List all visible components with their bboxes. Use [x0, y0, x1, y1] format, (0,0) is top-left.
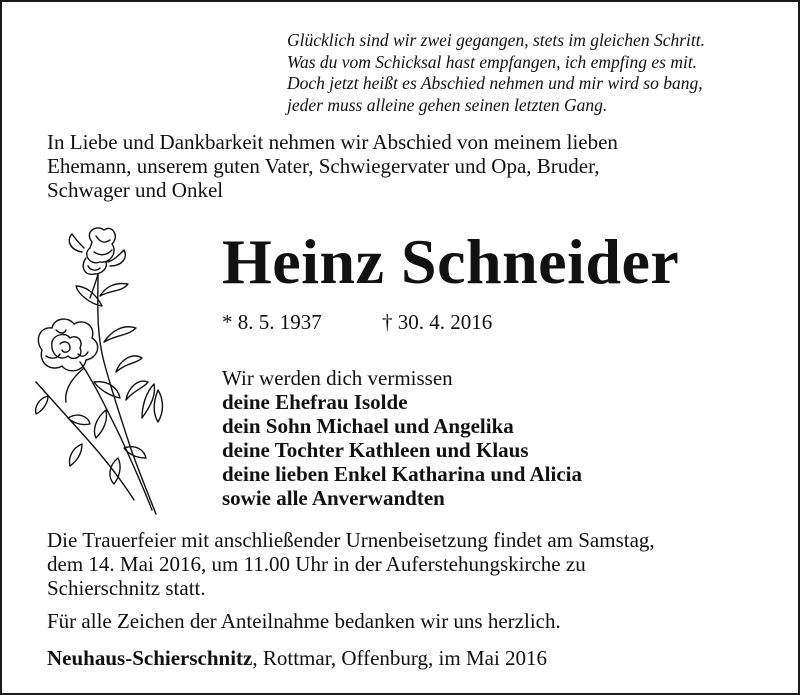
footer-place: Neuhaus-Schierschnitz — [47, 646, 253, 670]
service-info — [47, 528, 767, 600]
intro-line: Ehemann, unserem guten Vater, Schwiegervater und Opa, Bruder, — [47, 154, 600, 178]
service-line: Schierschnitz statt. — [47, 576, 206, 600]
intro-line: In Liebe und Dankbarkeit nehmen wir Abschied von meinem lieben — [47, 130, 618, 154]
poem — [287, 30, 705, 116]
life-dates — [222, 310, 493, 335]
death-date: † 30. 4. 2016 — [382, 310, 493, 334]
intro-text — [47, 130, 767, 202]
poem-line: Doch jetzt heißt es Abschied nehmen und mir wird so bang, — [287, 73, 703, 93]
family-block — [222, 366, 582, 510]
poem-line: Was du vom Schicksal hast empfangen, ich empfing es mit. — [287, 51, 698, 72]
poem-line: Glücklich sind wir zwei gegangen, stets im gleichen Schritt. — [287, 30, 705, 50]
intro-line: Schwager und Onkel — [47, 178, 224, 202]
service-line: dem 14. Mai 2016, um 11.00 Uhr in der Auferstehungskirche zu — [47, 552, 586, 576]
rose-icon — [24, 222, 174, 522]
family-member: deine Tochter Kathleen und Klaus — [222, 438, 529, 462]
family-heading: Wir werden dich vermissen — [222, 366, 453, 390]
footer-rest: , Rottmar, Offenburg, im Mai 2016 — [252, 646, 548, 670]
family-member: deine lieben Enkel Katharina und Alicia — [222, 462, 582, 486]
birth-date: * 8. 5. 1937 — [222, 310, 322, 334]
family-member: dein Sohn Michael und Angelika — [222, 414, 514, 438]
footer-line — [47, 646, 547, 671]
service-line: Die Trauerfeier mit anschließender Urnenbeisetzung findet am Samstag, — [47, 528, 655, 552]
deceased-name: Heinz Schneider — [222, 226, 680, 297]
poem-line: jeder muss alleine gehen seinen letzten Gang. — [287, 94, 608, 115]
family-member: deine Ehefrau Isolde — [222, 390, 408, 414]
family-member: sowie alle Anverwandten — [222, 486, 445, 510]
thanks-text: Für alle Zeichen der Anteilnahme bedanken wir uns herzlich. — [47, 609, 561, 633]
